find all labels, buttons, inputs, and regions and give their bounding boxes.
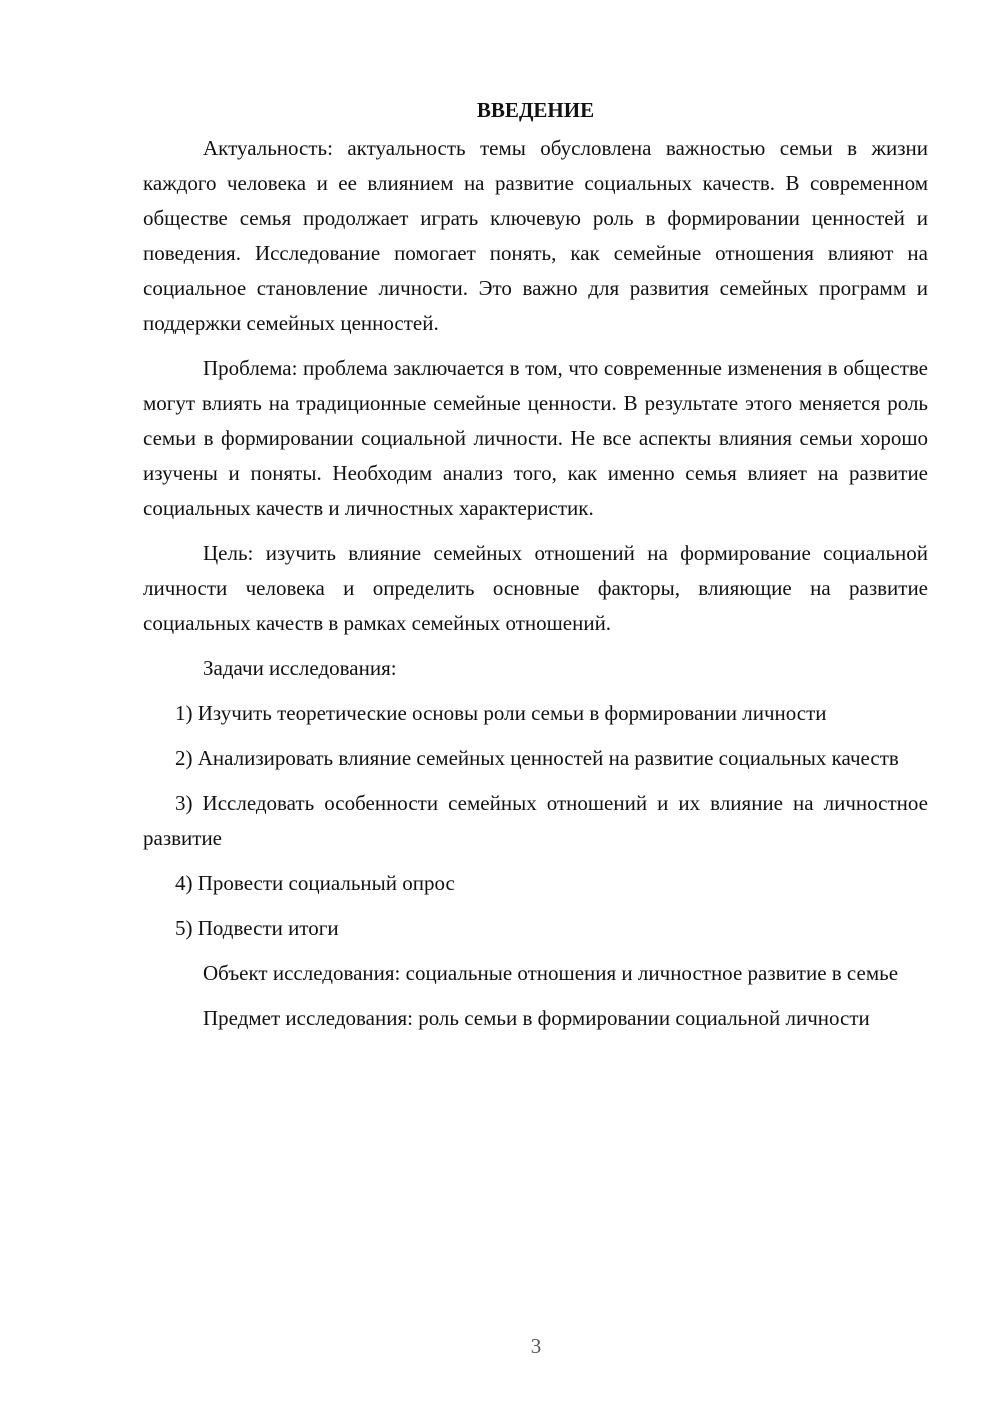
task-item-4: 4) Провести социальный опрос — [175, 871, 455, 895]
object-paragraph: Объект исследования: социальные отношения и личностное развитие в семье — [203, 961, 899, 985]
problem-paragraph: Проблема: проблема заключается в том, что современные изменения в обществе могут влиять на традиционные семейные ценности. В результате этого меняется роль семьи в формировании социальной личности. Не все аспекты влияния семьи хорошо изучены и поняты. Необходим анализ того, как именно семья влияет на развитие социальных качеств и личностных характеристик. — [143, 356, 928, 520]
document-page — [143, 95, 928, 1046]
task-item-3: 3) Исследовать особенности семейных отношений и их влияние на личностное развитие — [143, 791, 928, 850]
tasks-list — [143, 696, 928, 946]
subject-paragraph: Предмет исследования: роль семьи в формировании социальной личности — [203, 1006, 870, 1030]
goal-paragraph: Цель: изучить влияние семейных отношений на формирование социальной личности человека и определить основные факторы, влияющие на развитие социальных качеств в рамках семейных отношений. — [143, 541, 928, 635]
task-item-5: 5) Подвести итоги — [175, 916, 339, 940]
task-item-1: 1) Изучить теоретические основы роли семьи в формировании личности — [175, 701, 827, 725]
page-number: 3 — [530, 1334, 542, 1358]
tasks-heading: Задачи исследования: — [203, 656, 397, 680]
relevance-paragraph: Актуальность: актуальность темы обусловлена важностью семьи в жизни каждого человека и ее влиянием на развитие социальных качеств. В современном обществе семья продолжает играть ключевую роль в формировании ценностей и поведения. Исследование помогает понять, как семейные отношения влияют на социальное становление личности. Это важно для развития семейных программ и поддержки семейных ценностей. — [143, 136, 928, 335]
task-item-2: 2) Анализировать влияние семейных ценностей на развитие социальных качеств — [175, 746, 899, 770]
page-title: ВВЕДЕНИЕ — [476, 98, 595, 122]
